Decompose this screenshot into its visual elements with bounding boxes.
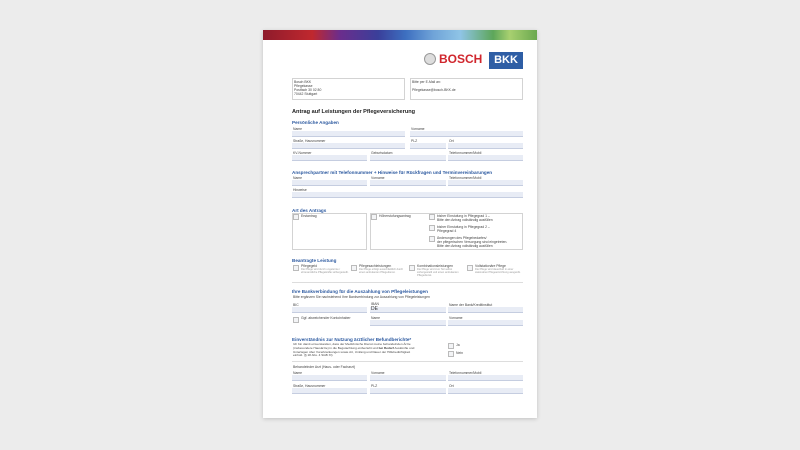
contact-vorname-input[interactable]	[370, 180, 446, 186]
pg2-checkbox[interactable]	[429, 225, 435, 231]
ja-checkbox[interactable]	[448, 343, 454, 349]
label-ort: Ort	[449, 139, 454, 143]
inhaber-name-input[interactable]	[370, 320, 446, 326]
strasse-input[interactable]	[292, 143, 405, 149]
leistung-desc: Die Pflege wird durch ungelernte / ehrenamtliche Pflegekräfte sichergestellt.	[301, 268, 349, 274]
kv-input[interactable]	[292, 155, 367, 161]
section-personal-heading: Persönliche Angaben	[292, 120, 339, 125]
nein-checkbox[interactable]	[448, 351, 454, 357]
label-arzt-vorname: Vorname	[371, 371, 385, 375]
kombination-checkbox[interactable]	[409, 265, 415, 271]
geburtsdatum-input[interactable]	[370, 155, 446, 161]
pg1-checkbox[interactable]	[429, 214, 435, 220]
pg2-label	[437, 225, 490, 233]
sachleistung-checkbox[interactable]	[351, 265, 357, 271]
consent-line: Unterlagen über Vorerkrankungen sowie Art, Umfang und Dauer der Hilfebedürftigkeit	[293, 349, 411, 354]
ja-label: Ja	[456, 343, 460, 347]
label-kv: KV-Nummer	[293, 151, 312, 155]
aenderung-label	[437, 236, 507, 248]
vollstationaer-checkbox[interactable]	[467, 265, 473, 271]
erstantrag-box	[292, 213, 367, 250]
label-contact-telefon: Telefonnummer/Mobil	[449, 176, 482, 180]
arzt-plz-input[interactable]	[370, 388, 446, 394]
section-art-heading: Art des Antrags	[292, 208, 327, 213]
divider	[292, 361, 523, 362]
divider	[292, 282, 523, 283]
opt-line: Änderungen des Pflegebedarfes/	[437, 236, 487, 240]
contact-telefon-input[interactable]	[448, 180, 523, 186]
form-page	[263, 30, 537, 418]
label-arzt-ort: Ort	[449, 384, 454, 388]
label-iban: IBAN	[371, 302, 379, 306]
address-line: Bosch BKK	[294, 80, 312, 84]
arzt-strasse-input[interactable]	[292, 388, 367, 394]
vorname-input[interactable]	[410, 131, 523, 137]
label-vorname: Vorname	[411, 127, 425, 131]
color-bar	[263, 30, 537, 40]
plz-input[interactable]	[410, 143, 446, 149]
consent-line: einholt. (§ 18 Abs. 4 SGB XI)	[293, 353, 333, 358]
label-arzt-plz: PLZ	[371, 384, 378, 388]
consent-text	[293, 343, 414, 358]
label-arzt-strasse: Straße, Hausnummer	[293, 384, 326, 388]
leistung-label: Vollstationäre Pflege	[475, 264, 506, 268]
pg1-label	[437, 214, 493, 222]
label-telefon: Telefonnummer/Mobil	[449, 151, 482, 155]
opt-line: Bitte den Antrag vollständig ausfüllen	[437, 244, 493, 248]
bic-input[interactable]	[292, 307, 367, 313]
pflegegeld-checkbox[interactable]	[293, 265, 299, 271]
erstantrag-label: Erstantrag	[301, 214, 317, 218]
opt-line: Bitte den Antrag vollständig ausfüllen	[437, 218, 493, 222]
address-block	[294, 80, 321, 96]
nein-label: Nein	[456, 351, 463, 355]
label-contact-vorname: Vorname	[371, 176, 385, 180]
contact-name-input[interactable]	[292, 180, 367, 186]
hinweise-input[interactable]	[292, 192, 523, 198]
bosch-logo-icon	[424, 53, 436, 65]
erstantrag-checkbox[interactable]	[293, 214, 299, 220]
abweichend-checkbox[interactable]	[293, 317, 299, 323]
bank-subtext: Bitte ergänzen Sie nachstehend Ihre Bankverbindung zur Auszahlung von Pflegeleistungen	[293, 295, 430, 299]
address-line: Postfach 30 02 80	[294, 88, 322, 92]
leistung-desc: Die Pflege erfolgt ausschließlich durch einen ambulanten Pflegedienst.	[359, 268, 404, 274]
consent-line: Ich bin damit einverstanden, dass der Medizinische Dienst meine behandelnden Ärzte	[293, 342, 411, 346]
label-inhaber-name: Name	[371, 316, 381, 320]
consent-span: Auskünfte und	[394, 345, 415, 350]
label-strasse: Straße, Hausnummer	[293, 139, 326, 143]
email-address: Pflegekasse@bosch-BKK.de	[412, 88, 456, 92]
opt-line: der pflegerischen Versorgung sind eingetreten.	[437, 240, 508, 244]
label-name: Name	[293, 127, 303, 131]
bosch-wordmark: BOSCH	[439, 52, 483, 66]
label-bankname: Name der Bank/Kreditinstitut	[449, 303, 493, 307]
name-input[interactable]	[292, 131, 405, 137]
arzt-label: Behandelnder Arzt (Haus- oder Facharzt)	[293, 365, 356, 369]
email-label: Bitte per E-Mail an:	[412, 80, 441, 84]
iban-value: DE	[371, 306, 378, 312]
leistung-label: Pflegegeld	[301, 264, 318, 268]
hoeher-label: Höherstufungsantrag	[379, 214, 411, 218]
leistung-label: Pflegesachleistungen	[359, 264, 392, 268]
leistung-desc: Die Pflege wird zum Teil selbst sichergestellt und einen ambulanten Pflegedienst.	[417, 268, 459, 277]
consent-bold: bei Bedarf	[378, 345, 394, 350]
hoeher-checkbox[interactable]	[371, 214, 377, 220]
telefon-input[interactable]	[448, 155, 523, 161]
label-bic: BIC	[293, 303, 299, 307]
arzt-name-input[interactable]	[292, 375, 367, 381]
consent-span: (insbesondere Hausärzte) in die Begutachtung einbezieht und	[293, 345, 378, 350]
aenderung-checkbox[interactable]	[429, 236, 435, 242]
label-geburtsdatum: Geburtsdatum	[371, 151, 393, 155]
label-hinweise: Hinweise	[293, 188, 307, 192]
ort-input[interactable]	[448, 143, 523, 149]
arzt-ort-input[interactable]	[448, 388, 523, 394]
inhaber-vorname-input[interactable]	[448, 320, 523, 326]
label-arzt-telefon: Telefonnummer/Mobil	[449, 371, 482, 375]
arzt-telefon-input[interactable]	[448, 375, 523, 381]
opt-line: bisher Einstufung in Pflegegrad 2 –	[437, 225, 490, 229]
abweichend-label: Ggf. abweichender Kontoinhaber	[301, 316, 351, 320]
opt-line: Pflegegrad 4	[437, 229, 457, 233]
address-line: Pflegekasse	[294, 84, 313, 88]
form-title: Antrag auf Leistungen der Pflegeversicherung	[292, 109, 416, 115]
opt-line: bisher Einstufung in Pflegegrad 1 –	[437, 214, 490, 218]
bankname-input[interactable]	[448, 307, 523, 313]
bkk-logo: BKK	[489, 52, 523, 69]
section-contact-heading: Ansprechpartner mit Telefonnummer + Hinweise für Rückfragen und Terminvereinbarungen	[292, 170, 493, 175]
arzt-vorname-input[interactable]	[370, 375, 446, 381]
section-bank-heading: Ihre Bankverbindung für die Auszahlung von Pflegeleistungen	[292, 289, 428, 294]
iban-input[interactable]	[370, 307, 446, 313]
label-contact-name: Name	[293, 176, 303, 180]
leistung-label: Kombinationsleistungen	[417, 264, 454, 268]
label-arzt-name: Name	[293, 371, 303, 375]
leistung-desc: Die Pflege wird dauerhaft in einer stationären Pflegeeinrichtung ausgeübt.	[475, 268, 521, 274]
section-leistung-heading: Beantragte Leistung	[292, 258, 337, 263]
label-inhaber-vorname: Vorname	[449, 316, 463, 320]
address-line: 70442 Stuttgart	[294, 92, 318, 96]
section-consent-heading: Einverständnis zur Nutzung ärztlicher Befundberichte*	[292, 337, 412, 342]
label-plz: PLZ	[411, 139, 418, 143]
